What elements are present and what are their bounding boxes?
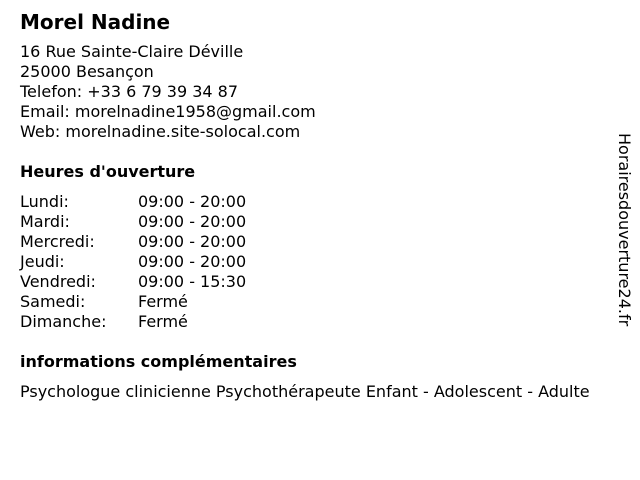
hours-section bbox=[20, 162, 620, 332]
day-time: 09:00 - 20:00 bbox=[138, 192, 247, 211]
business-card bbox=[20, 10, 620, 402]
day-label: Lundi: bbox=[20, 192, 69, 211]
hours-title: Heures d'ouverture bbox=[20, 162, 196, 181]
hours-row-thursday bbox=[20, 252, 620, 272]
day-time: 09:00 - 20:00 bbox=[138, 212, 247, 231]
info-section bbox=[20, 352, 620, 402]
day-label: Dimanche: bbox=[20, 312, 107, 331]
watermark-text: Horairesdouverture24.fr bbox=[615, 133, 634, 327]
hours-row-tuesday bbox=[20, 212, 620, 232]
day-label: Jeudi: bbox=[20, 252, 65, 271]
day-label: Mardi: bbox=[20, 212, 70, 231]
web-line[interactable]: Web: morelnadine.site-solocal.com bbox=[20, 122, 301, 141]
day-time: Fermé bbox=[138, 312, 188, 331]
address-line-1: 16 Rue Sainte-Claire Déville bbox=[20, 42, 244, 61]
hours-table bbox=[20, 192, 620, 332]
day-label: Vendredi: bbox=[20, 272, 96, 291]
day-time: 09:00 - 20:00 bbox=[138, 232, 247, 251]
day-time: 09:00 - 20:00 bbox=[138, 252, 247, 271]
day-label: Mercredi: bbox=[20, 232, 95, 251]
hours-row-monday bbox=[20, 192, 620, 212]
hours-row-saturday bbox=[20, 292, 620, 312]
business-name: Morel Nadine bbox=[20, 10, 171, 34]
day-label: Samedi: bbox=[20, 292, 86, 311]
day-time: 09:00 - 15:30 bbox=[138, 272, 247, 291]
hours-row-wednesday bbox=[20, 232, 620, 252]
address-line-2: 25000 Besançon bbox=[20, 62, 154, 81]
hours-row-sunday bbox=[20, 312, 620, 332]
info-title: informations complémentaires bbox=[20, 352, 297, 371]
phone-line[interactable]: Telefon: +33 6 79 39 34 87 bbox=[20, 82, 239, 101]
day-time: Fermé bbox=[138, 292, 188, 311]
info-text: Psychologue clinicienne Psychothérapeute Enfant - Adolescent - Adulte bbox=[20, 382, 590, 401]
hours-row-friday bbox=[20, 272, 620, 292]
email-line[interactable]: Email: morelnadine1958@gmail.com bbox=[20, 102, 316, 121]
